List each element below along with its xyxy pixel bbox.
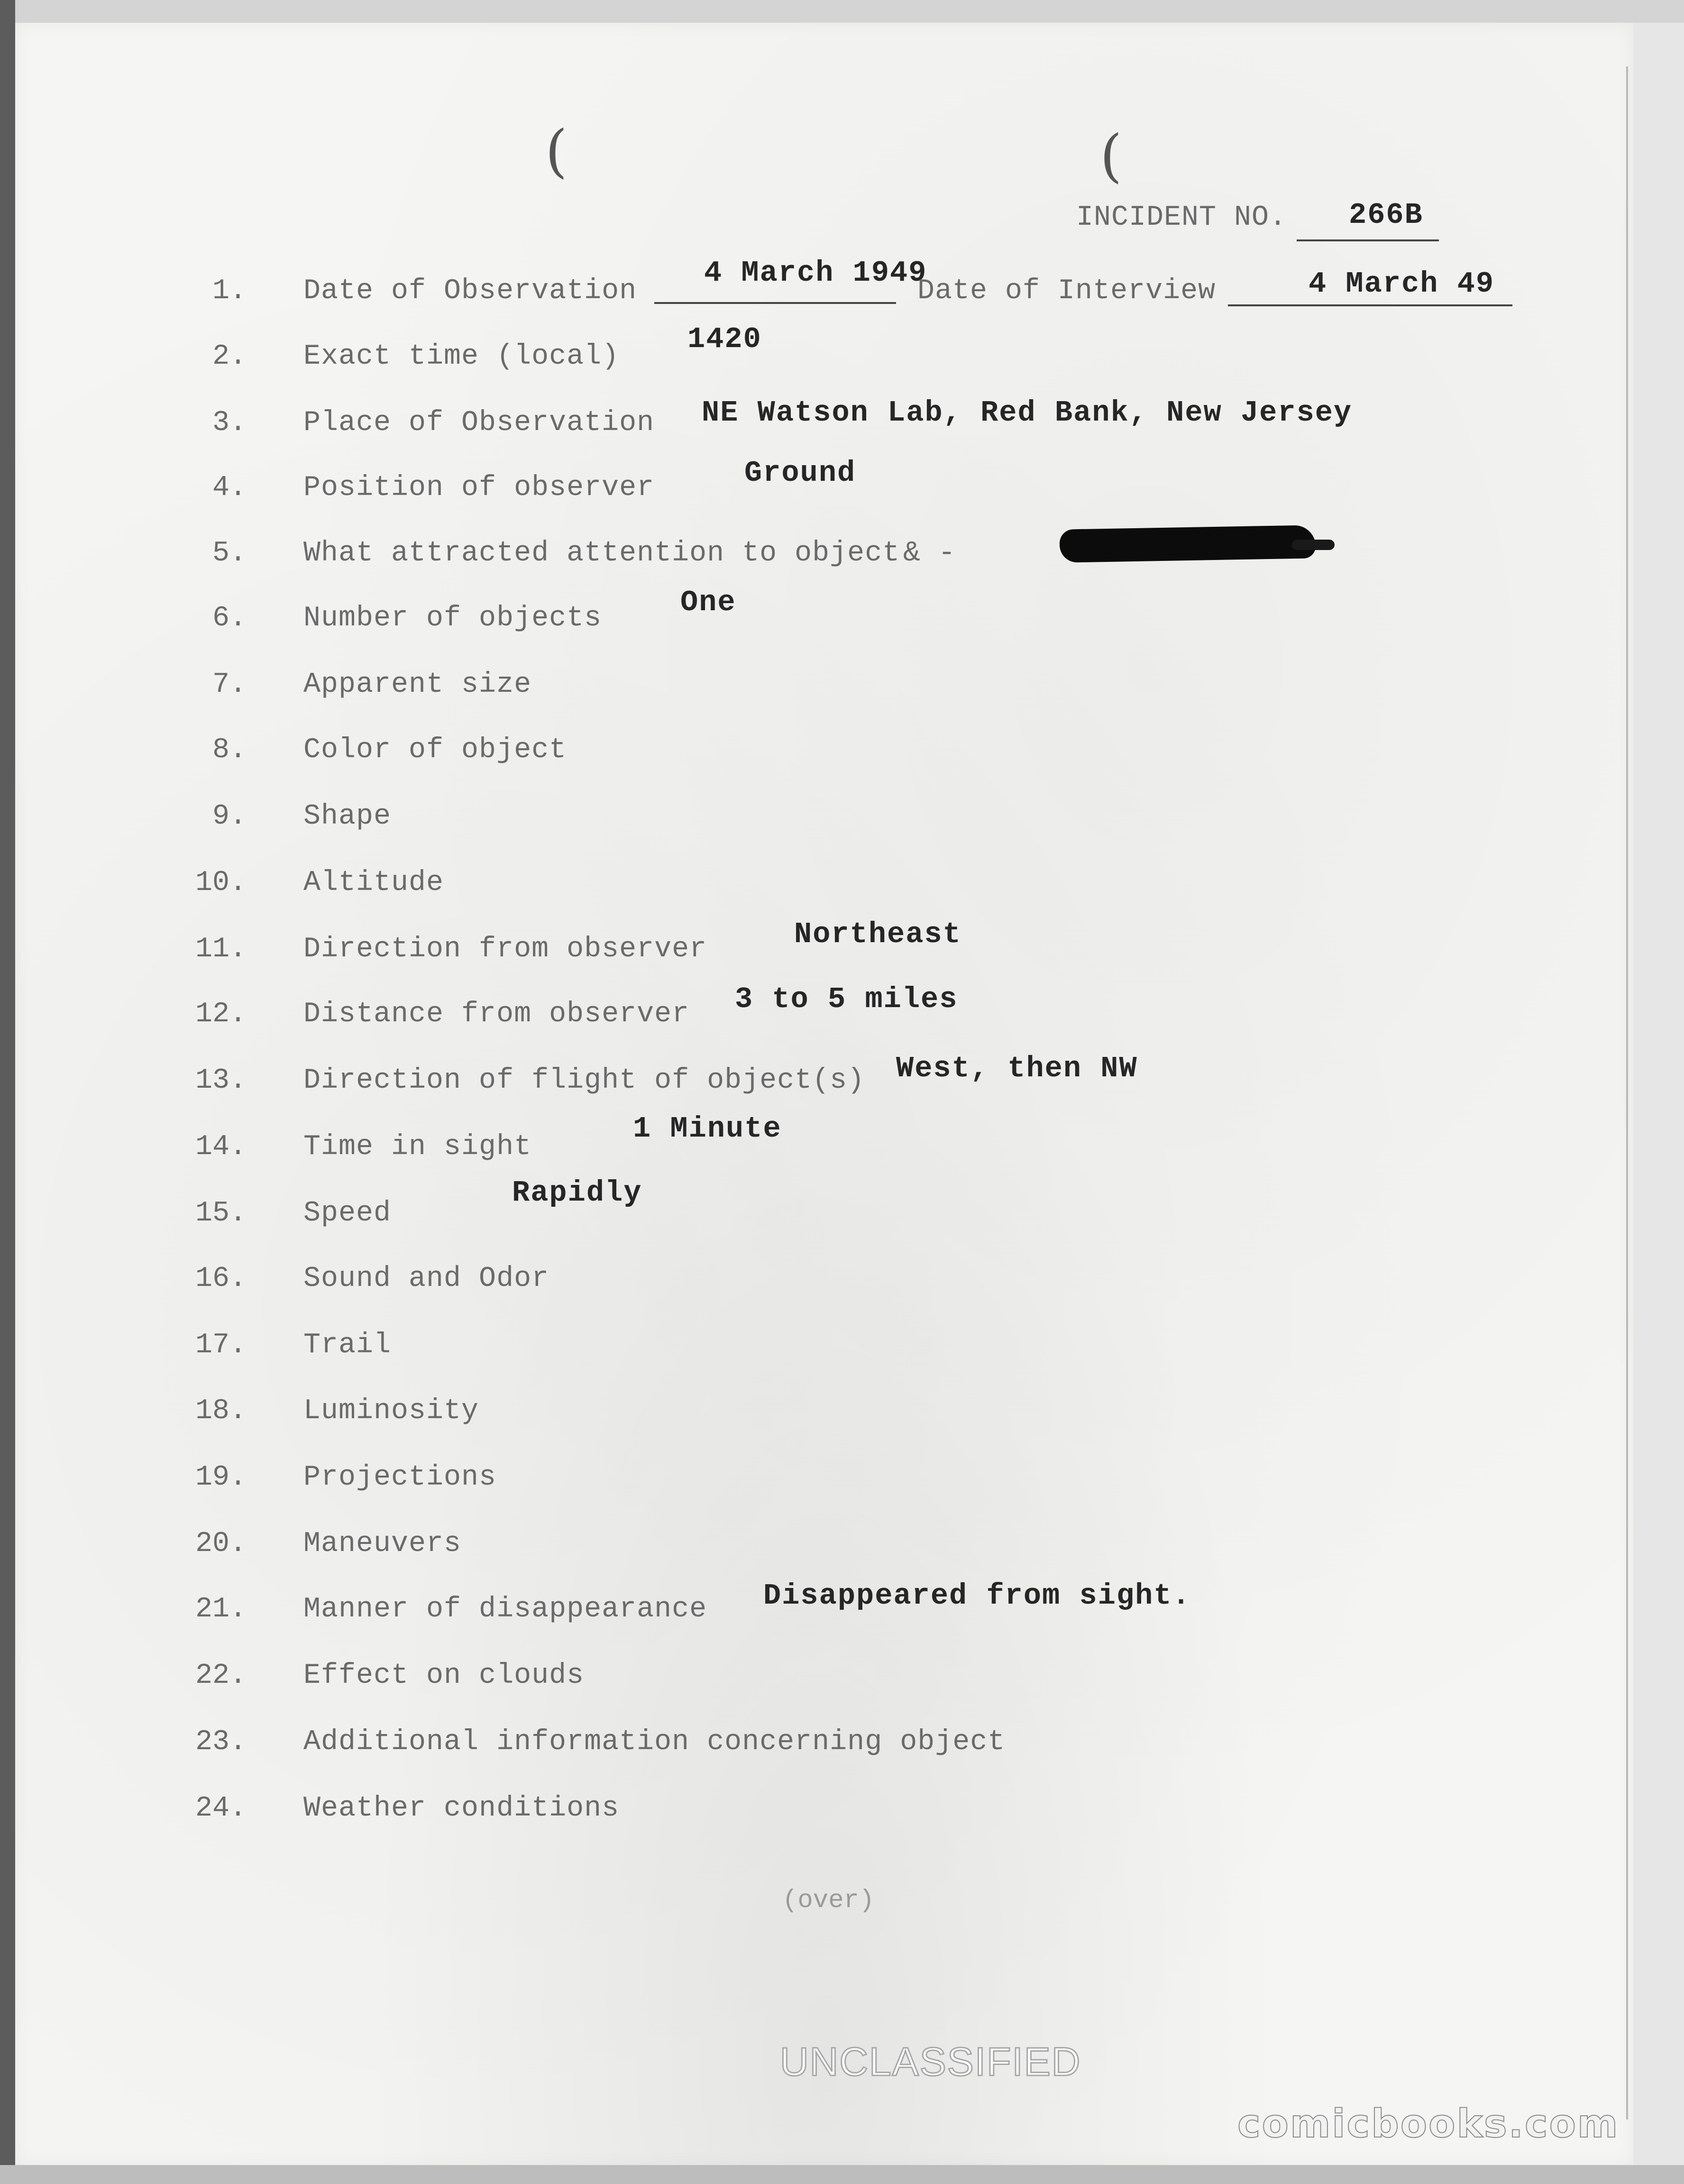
item-number: 1. (212, 275, 247, 307)
item-number: 7. (212, 669, 247, 701)
item-label: Number of objects (303, 602, 602, 634)
page-right-border (1626, 66, 1628, 2120)
item-label: Apparent size (303, 669, 532, 701)
date-of-interview-underline (1228, 304, 1512, 306)
item-label: Manner of disappearance (303, 1593, 707, 1625)
item-label: Position of observer (303, 472, 655, 504)
item-number: 19. (195, 1461, 247, 1494)
speed-value: Rapidly (512, 1176, 642, 1210)
item-number: 17. (195, 1329, 247, 1361)
time-in-sight-value: 1 Minute (633, 1112, 782, 1146)
item-number: 12. (195, 998, 247, 1030)
item-number: 8. (212, 734, 247, 766)
attention-value: & - (903, 537, 956, 569)
classification-stamp: UNCLASSIFIED (780, 2039, 1081, 2084)
date-of-observation-value: 4 March 1949 (704, 256, 927, 290)
item-number: 23. (195, 1726, 247, 1758)
item-label: Exact time (local) (303, 340, 620, 373)
item-number: 22. (195, 1660, 247, 1692)
manner-of-disappearance-value: Disappeared from sight. (763, 1579, 1191, 1613)
item-label: Effect on clouds (303, 1660, 585, 1692)
item-number: 16. (195, 1263, 247, 1295)
item-label: Weather conditions (303, 1792, 620, 1825)
item-label: Time in sight (303, 1131, 532, 1163)
item-number: 4. (212, 472, 247, 504)
item-number: 3. (212, 407, 247, 439)
item-number: 24. (195, 1792, 247, 1825)
direction-from-observer-value: Northeast (794, 918, 961, 951)
redaction-mark-tail (1292, 540, 1335, 550)
incident-number: 266B (1349, 198, 1423, 232)
item-number: 11. (195, 933, 247, 965)
item-number: 2. (212, 340, 247, 373)
item-number: 6. (212, 602, 247, 634)
item-label: Projections (303, 1461, 497, 1494)
place-of-observation-value: NE Watson Lab, Red Bank, New Jersey (702, 396, 1353, 430)
incident-label: INCIDENT NO. (1076, 202, 1287, 234)
site-watermark: comicbooks.com (1237, 2101, 1620, 2147)
item-label: Sound and Odor (303, 1263, 549, 1295)
position-of-observer-value: Ground (744, 456, 856, 490)
item-number: 21. (195, 1593, 247, 1625)
item-number: 20. (195, 1528, 247, 1560)
incident-underline (1297, 239, 1439, 241)
item-label: Date of Observation (303, 275, 637, 307)
number-of-objects-value: One (680, 586, 736, 619)
exact-time-value: 1420 (687, 322, 762, 356)
scan-bottom-edge (0, 2165, 1684, 2184)
redaction-mark (1059, 525, 1316, 562)
item-number: 5. (212, 537, 247, 569)
direction-of-flight-value: West, then NW (896, 1052, 1138, 1085)
item-label: Altitude (303, 867, 444, 899)
item-label: Direction of flight of object(s) (303, 1064, 865, 1097)
item-label: Direction from observer (303, 933, 707, 965)
over-note: (over) (782, 1886, 875, 1915)
item-label: Additional information concerning object (303, 1726, 1006, 1758)
item-number: 15. (195, 1197, 247, 1230)
scan-top-edge (0, 0, 1684, 23)
item-label: Maneuvers (303, 1528, 462, 1560)
item-number: 14. (195, 1131, 247, 1163)
item-number: 9. (212, 800, 247, 833)
scan-left-edge (0, 0, 15, 2184)
distance-from-observer-value: 3 to 5 miles (735, 982, 958, 1016)
date-of-observation-underline (654, 302, 896, 304)
interview-label: Date of Interview (917, 275, 1216, 307)
item-label: What attracted attention to object (303, 537, 900, 569)
item-number: 18. (195, 1395, 247, 1427)
item-label: Color of object (303, 734, 567, 766)
item-number: 10. (195, 867, 247, 899)
item-label: Distance from observer (303, 998, 690, 1030)
item-label: Shape (303, 800, 392, 833)
date-of-interview-value: 4 March 49 (1309, 267, 1495, 301)
item-label: Luminosity (303, 1395, 479, 1427)
item-number: 13. (195, 1064, 247, 1097)
item-label: Trail (303, 1329, 392, 1361)
item-label: Speed (303, 1197, 392, 1230)
item-label: Place of Observation (303, 407, 655, 439)
punch-mark-right: ( (1100, 123, 1122, 189)
punch-mark-left: ( (545, 119, 567, 184)
